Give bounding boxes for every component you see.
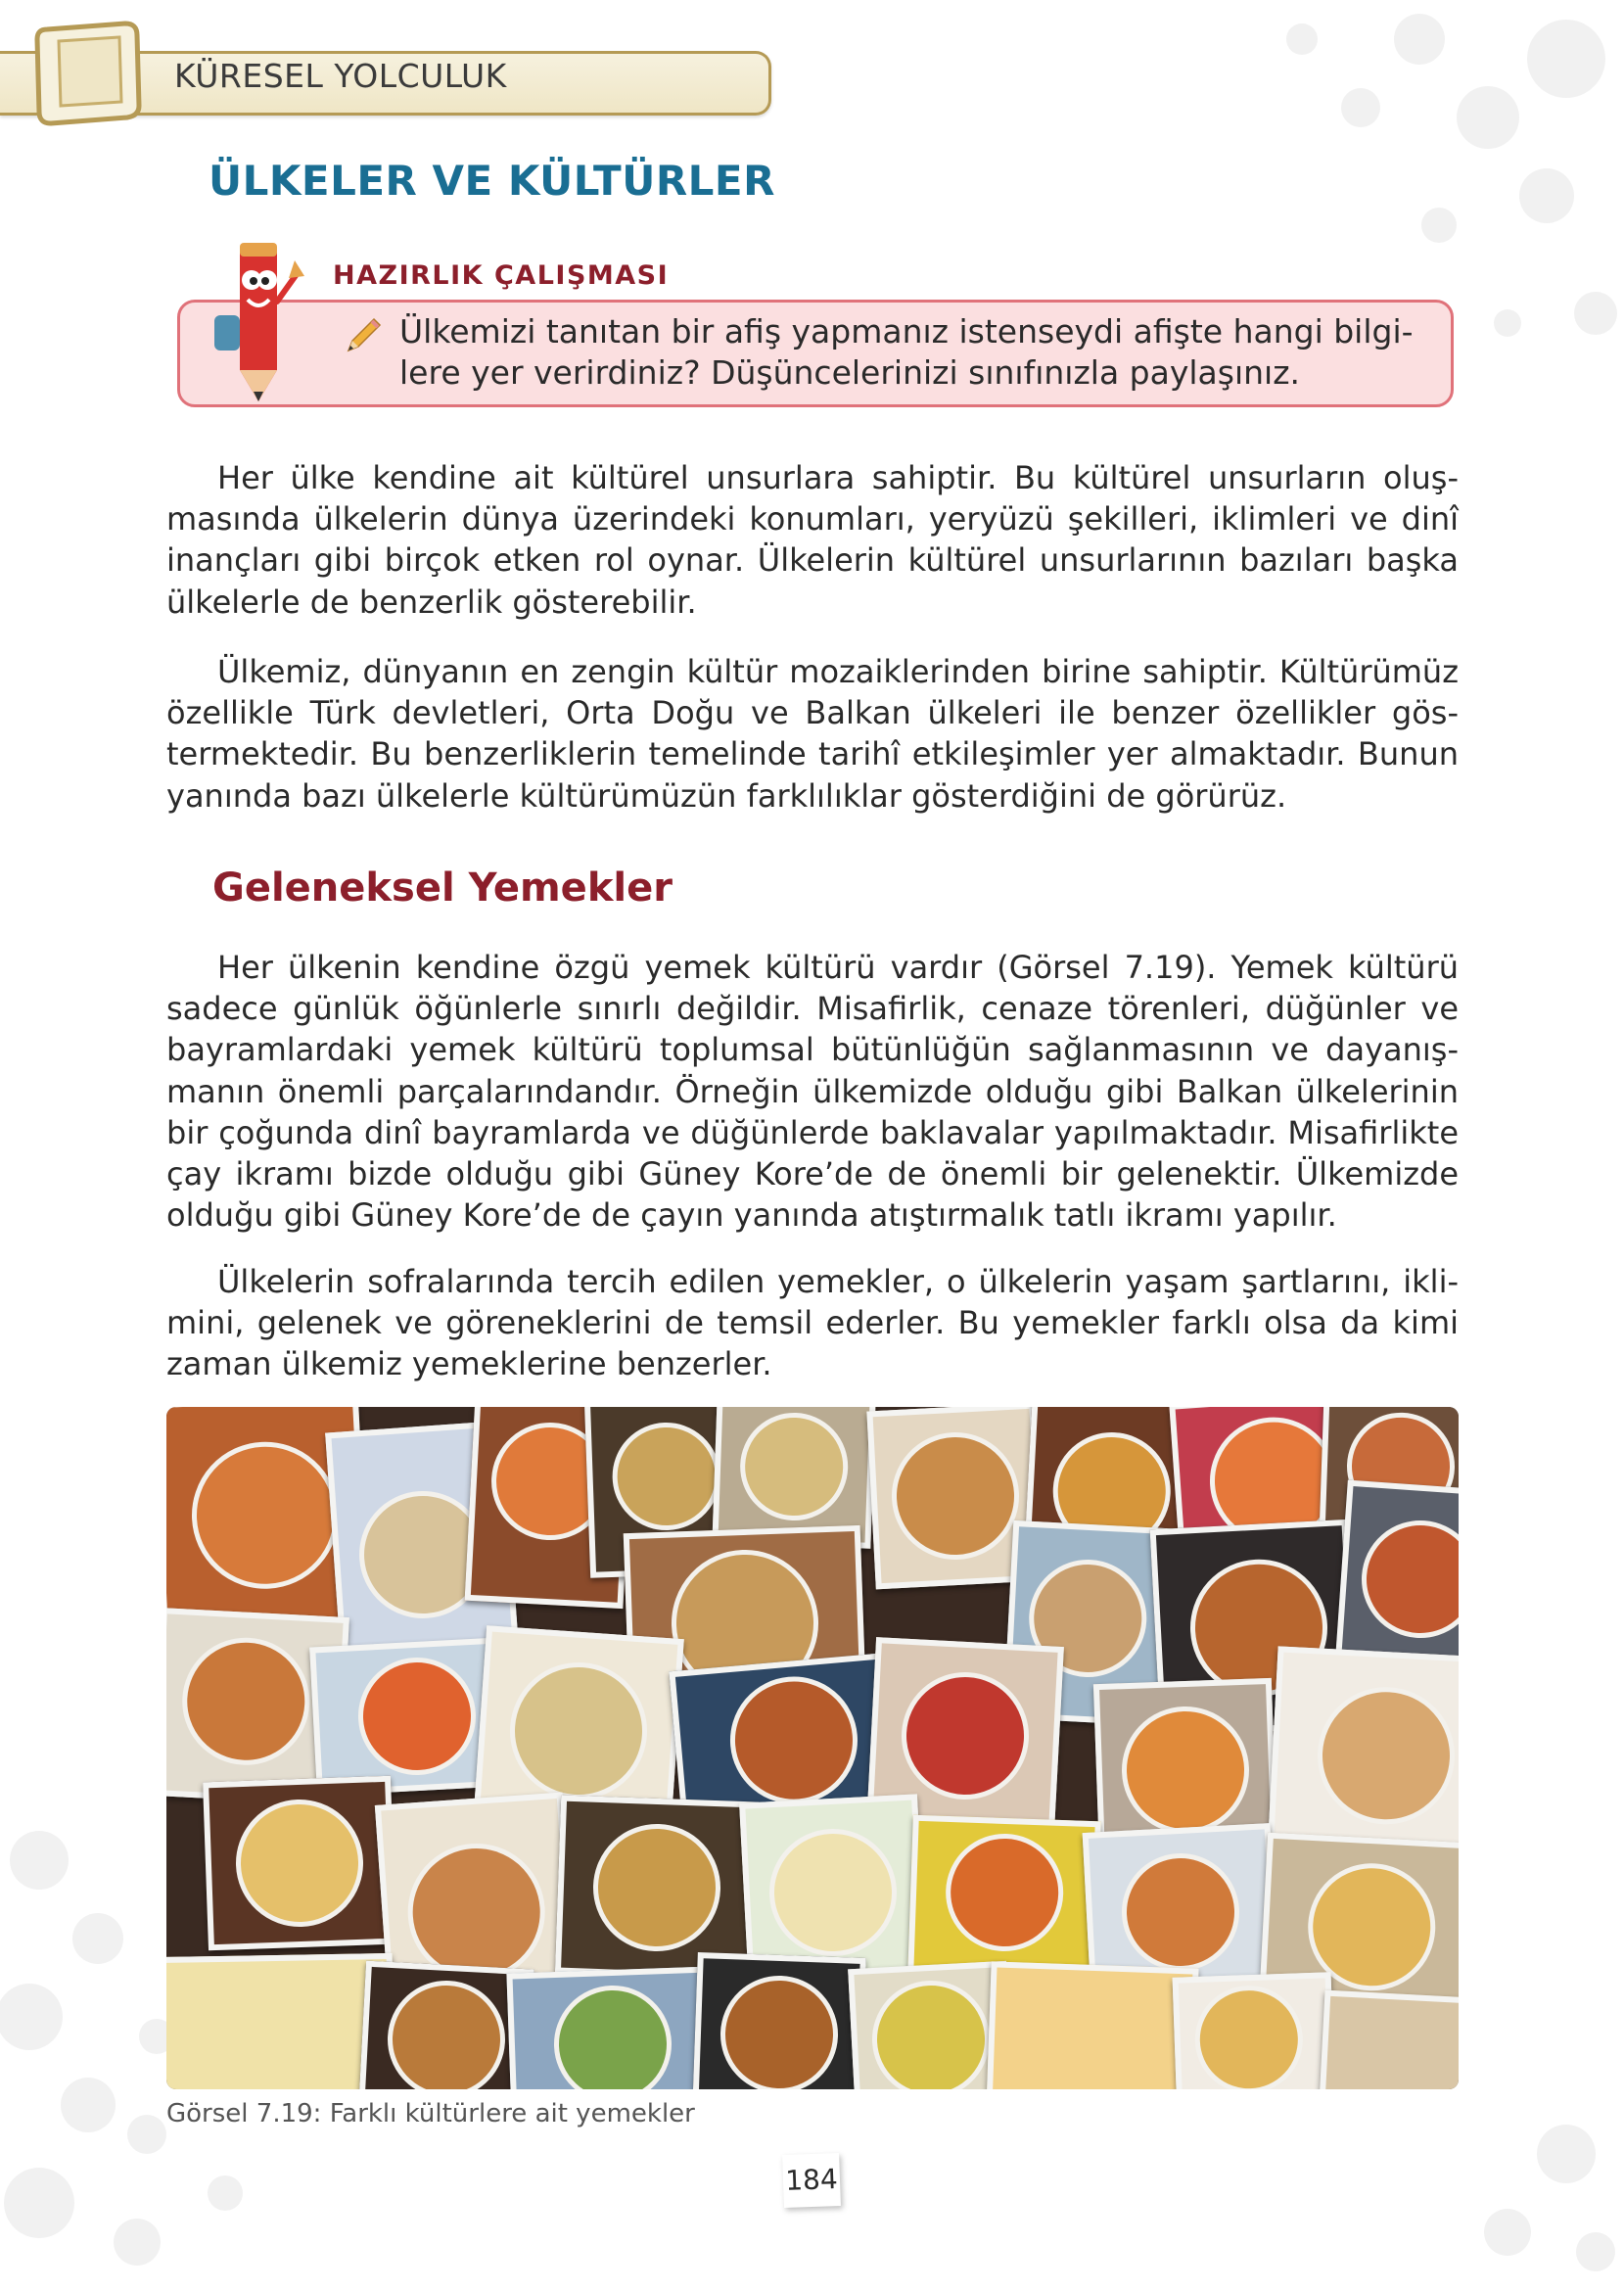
- preparation-question: [399, 311, 1437, 394]
- food-paragraph-2: Ülkelerin sofralarında tercih edilen yemekler, o ülkelerin yaşam şartlarını, iklimini, gelenek ve göreneklerini de temsil ederler. Bu yemekler farklı olsa da kimi zaman ülkemiz yemeklerine benzerler.: [166, 1263, 1459, 1383]
- section-subtitle: Geleneksel Yemekler: [212, 865, 673, 911]
- page-tab-icon: [29, 20, 147, 127]
- unit-title: KÜRESEL YOLCULUK: [174, 57, 507, 95]
- body-paragraph-1: Her ülke kendine ait kültürel unsurlara sahiptir. Bu kültürel unsurların oluşmasında ülkelerin dünya üzerindeki konumları, yeryüzü şekilleri, iklimleri ve dinî inançları gibi birçok etken rol oynar. Ülkelerin kültürel unsurlarının bazıları başka ülkelerle de benzerlik gösterebilir.: [166, 459, 1459, 621]
- food-photo: [986, 1961, 1198, 2089]
- page-title: ÜLKELER VE KÜLTÜRLER: [209, 157, 775, 205]
- food-photo: [1319, 1990, 1459, 2089]
- food-collage-image: [166, 1407, 1459, 2089]
- pencil-mascot-icon: [201, 233, 318, 404]
- figure-caption: Görsel 7.19: Farklı kültürlere ait yemekler: [166, 2099, 695, 2128]
- food-photo: [555, 1796, 759, 1981]
- page-number: 184: [782, 2153, 841, 2208]
- pencil-icon: [343, 315, 384, 356]
- food-photo: [203, 1776, 396, 1951]
- food-paragraph-1: Her ülkenin kendine özgü yemek kültürü vardır (Görsel 7.19). Yemek kültürü sadece günlük öğünlerle sınırlı değildir. Misafirlik, cenaze törenleri, düğünler ve bayramlardaki yemek kültürü toplumsal bütünlüğün sağlanmasının ve dayanışmanın önemli parçalarındandır. Örneğin ülkemizde olduğu gibi Balkan ülkelerinin bir çoğunda dinî bayramlarda ve düğünlerde baklavalar yapılmaktadır. Misafirlikte çay ikramı bizde olduğu gibi Güney Kore’de de önemli bir gelenektir. Ülkemizde olduğu gibi Güney Kore’de de çayın yanında atıştırmalık tatlı ikramı yapılır.: [166, 949, 1459, 1235]
- food-photo: [1173, 1972, 1336, 2089]
- body-paragraph-2: Ülkemiz, dünyanın en zengin kültür mozaiklerinden birine sahiptir. Kültürümüz özellikle Türk devletleri, Orta Doğu ve Balkan ülkeleri ile benzer özellikler göstermektedir. Bu benzerliklerin temelinde tarihî etkileşimler yer almaktadır. Bunun yanında bazı ülkelerle kültürümüzün farklılıklar gösterdiğini de görürüz.: [166, 653, 1459, 815]
- preparation-heading: HAZIRLIK ÇALIŞMASI: [333, 260, 670, 291]
- food-photo: [1268, 1646, 1459, 1864]
- food-photo: [692, 1952, 866, 2089]
- food-photo: [907, 1815, 1101, 1981]
- preparation-line-2: lere yer verirdiniz? Düşüncelerinizi sınıfınızla paylaşınız.: [399, 353, 1301, 392]
- food-photo: [506, 1966, 719, 2089]
- preparation-line-1: Ülkemizi tanıtan bir afiş yapmanız istenseydi afişte hangi bilgi-: [399, 312, 1414, 351]
- food-photo: [1335, 1480, 1459, 1679]
